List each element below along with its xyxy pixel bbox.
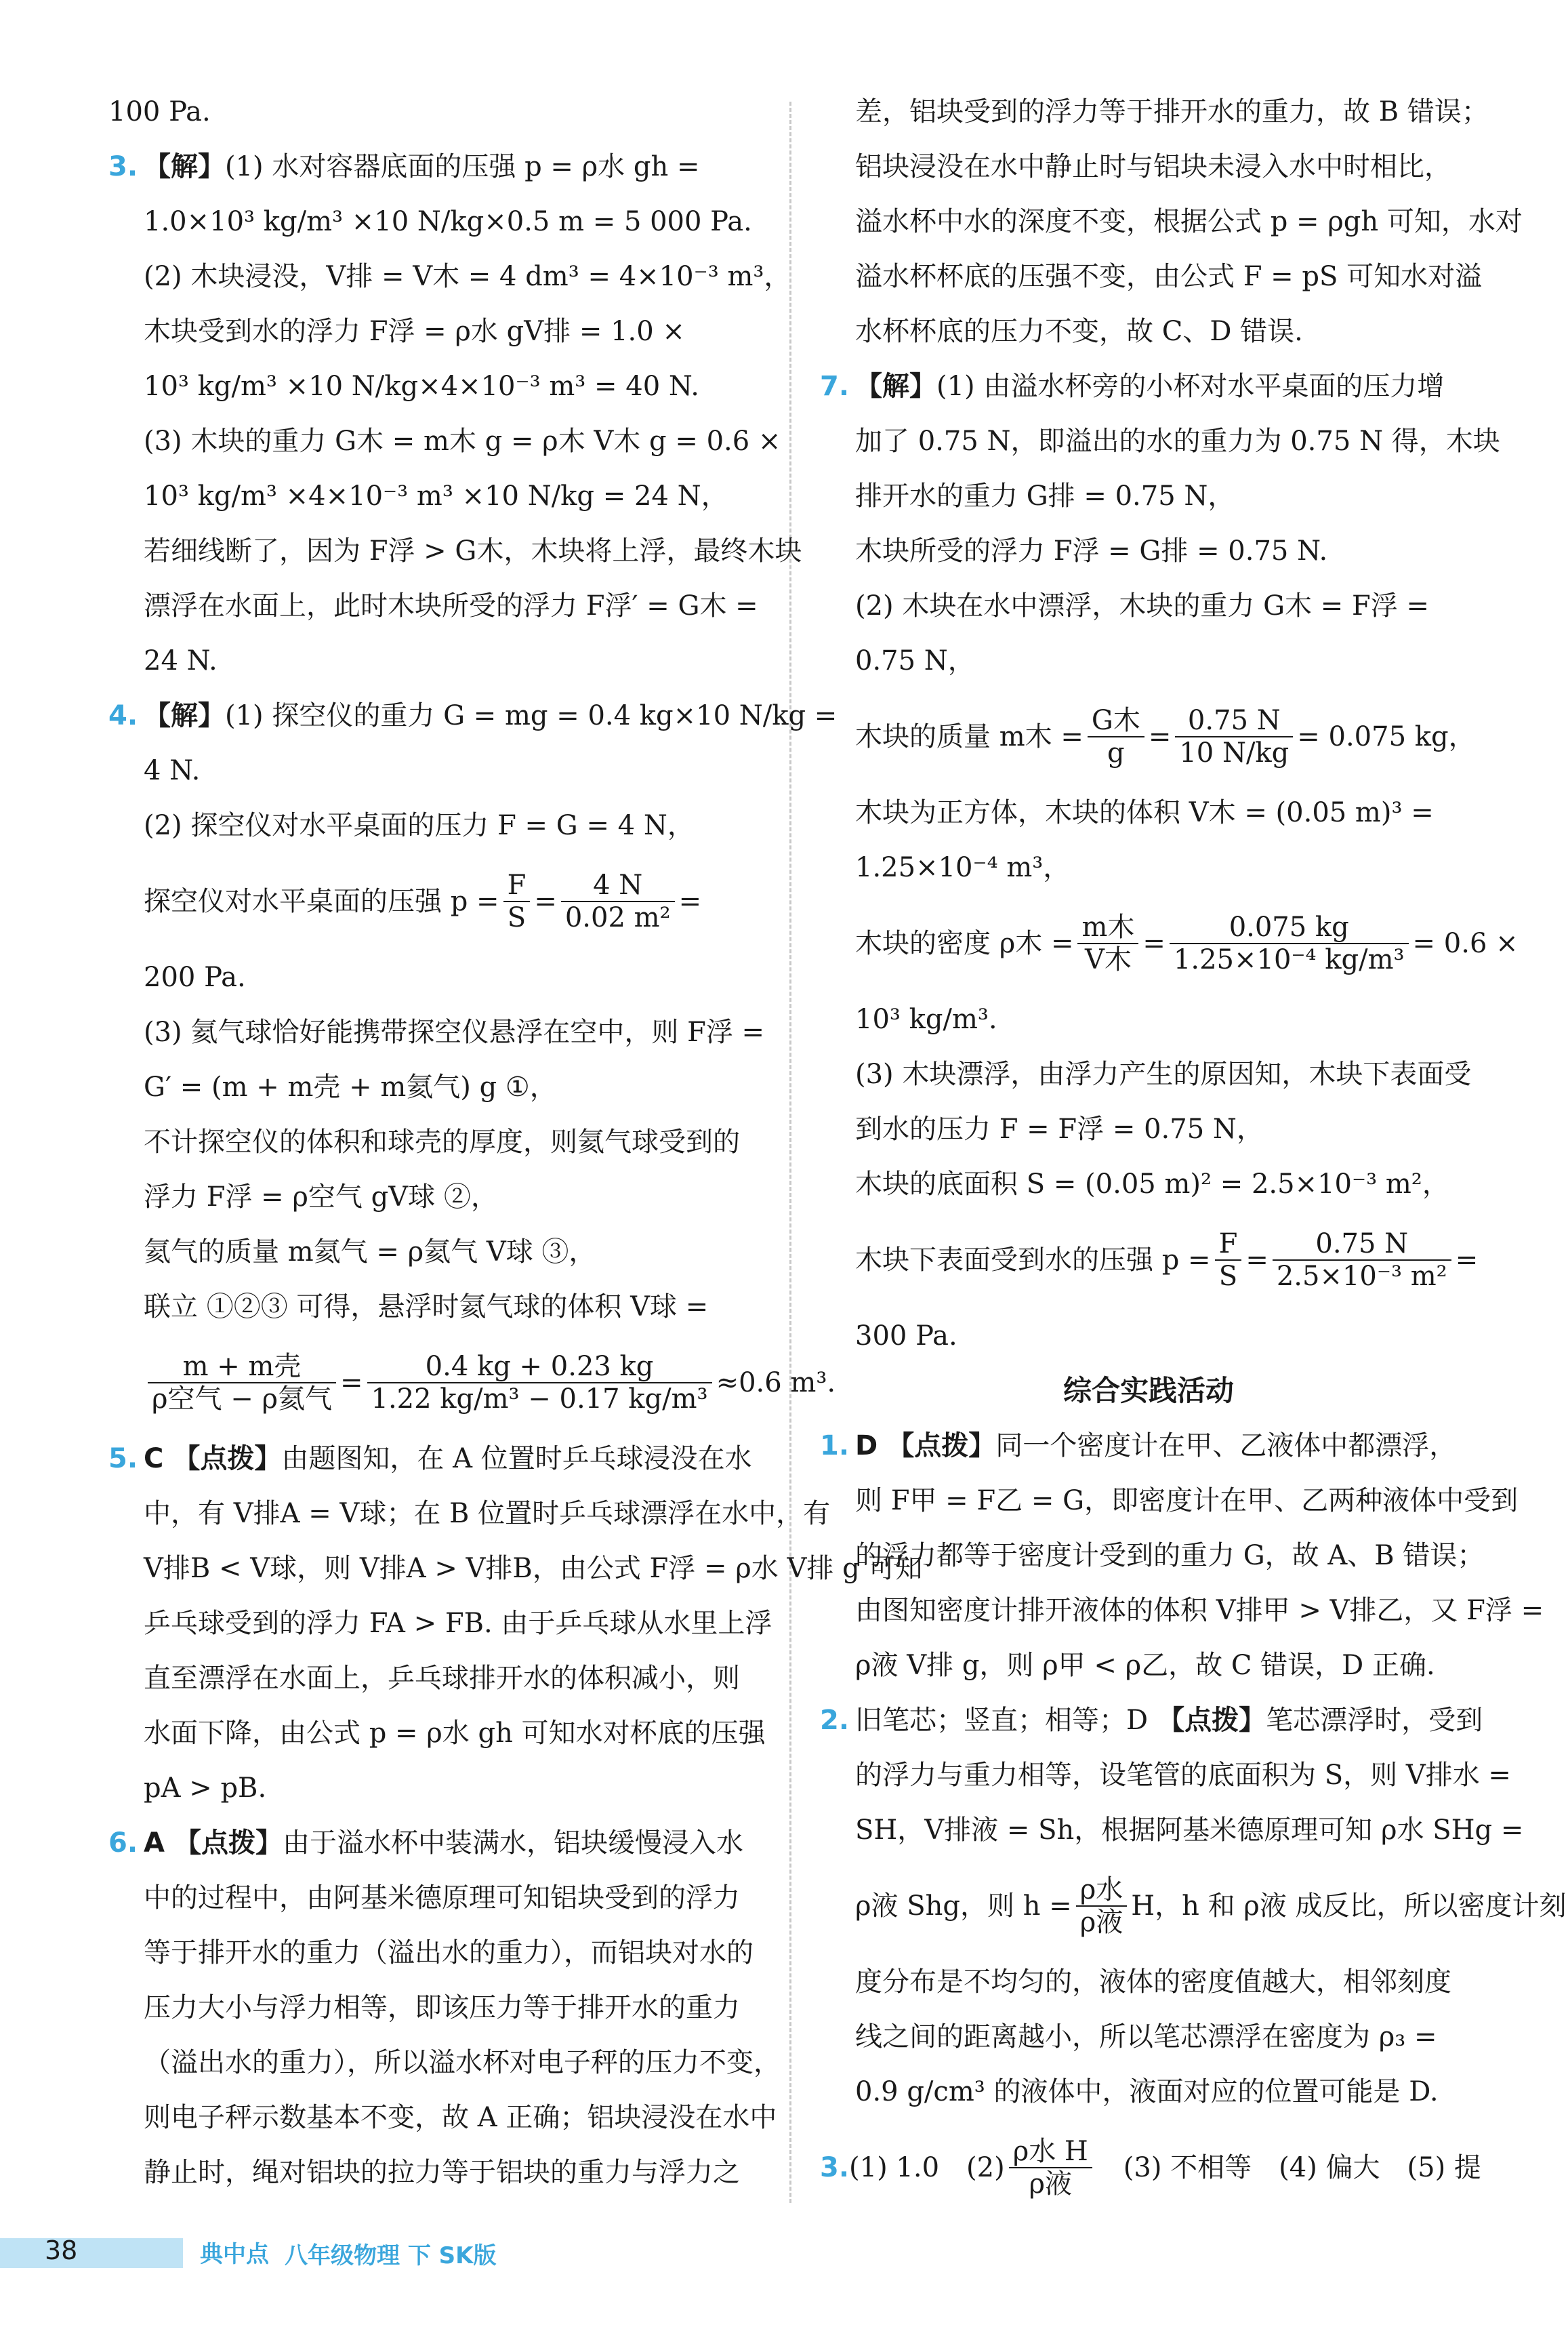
fraction [1076, 1874, 1128, 1938]
equals-sign: = [1245, 1244, 1268, 1276]
equals-sign: = [339, 1367, 363, 1398]
problem-4 [108, 699, 838, 1421]
problem-7 [820, 369, 1519, 1353]
fraction [1170, 912, 1409, 975]
numerator: m + m壳 [148, 1351, 336, 1383]
numerator: 0.4 kg + 0.23 kg [367, 1351, 712, 1383]
text-line: 同一个密度计在甲、乙液体中都漂浮， [995, 1430, 1457, 1461]
text-line: (1) 由溢水杯旁的小杯对水平桌面的压力增 [936, 371, 1445, 402]
denominator: g [1107, 737, 1125, 769]
text-line: 则 F甲 = F乙 = G，即密度计在甲、乙两种液体中受到 [855, 1485, 1519, 1516]
denominator: V木 [1084, 944, 1132, 975]
answer-text: (1) 1.0 (2) [849, 2152, 1005, 2183]
text-line: 10³ kg/m³ ×10 N/kg×4×10⁻³ m³ = 40 N. [144, 371, 700, 402]
equals-sign: = [1455, 1244, 1479, 1276]
equation-text: 探空仪对水平桌面的压强 p = [144, 886, 499, 917]
denominator: S [507, 902, 527, 933]
text-line: 100 Pa. [108, 96, 211, 127]
hint-tag: 【点拨】 [1157, 1705, 1266, 1736]
equals-sign: = [678, 886, 702, 917]
numerator: G木 [1088, 705, 1144, 737]
text-line: 若细线断了，因为 F浮 > G木，木块将上浮，最终木块 [144, 535, 802, 567]
text-line: V排B < V球，则 V排A > V排B，由公式 F浮 = ρ水 V排 g 可知 [144, 1553, 923, 1584]
text-line: ρ液 V排 g，则 ρ甲 < ρ乙，故 C 错误，D 正确. [855, 1650, 1435, 1681]
answer-text: 旧笔芯；竖直；相等；D [855, 1705, 1149, 1736]
right-column [820, 95, 1567, 2227]
text-line: 直至漂浮在水面上，乒乓球排开水的体积减小，则 [144, 1663, 740, 1694]
problem-number: 3. [820, 2152, 850, 2183]
text-line: 200 Pa. [144, 962, 246, 993]
fraction [1175, 705, 1293, 769]
fraction [1273, 1228, 1451, 1292]
equation-text: 木块的密度 ρ木 = [855, 928, 1074, 959]
text-line: 线之间的距离越小，所以笔芯漂浮在密度为 ρ₃ = [855, 2021, 1437, 2052]
text-line: 4 N. [144, 755, 201, 786]
text-line: 乒乓球受到的浮力 FA > FB. 由于乒乓球从水里上浮 [144, 1608, 772, 1639]
text-line: 铝块浸没在水中静止时与铝块未浸入水中时相比， [855, 151, 1451, 182]
footer-bar [0, 2238, 183, 2268]
text-line: 则电子秤示数基本不变，故 A 正确；铝块浸没在水中 [144, 2102, 777, 2133]
text-line: 0.9 g/cm³ 的液体中，液面对应的位置可能是 D. [855, 2076, 1439, 2107]
numerator: m木 [1077, 912, 1138, 944]
question-2 [820, 1703, 1567, 2109]
equation-line [108, 1345, 836, 1421]
answer-letter: A [144, 1827, 165, 1859]
equation-text: ≈0.6 m³. [716, 1367, 836, 1398]
text-line: 0.75 N， [855, 645, 975, 676]
denominator: ρ液 [1079, 1907, 1123, 1938]
problem-number: 2. [820, 1705, 850, 1736]
text-line: 木块的底面积 S = (0.05 m)² = 2.5×10⁻³ m²， [855, 1169, 1449, 1200]
text-line: 水面下降，由公式 p = ρ水 gh 可知水对杯底的压强 [144, 1718, 766, 1749]
text-line: 中的过程中，由阿基米德原理可知铝块受到的浮力 [144, 1882, 740, 1913]
problem-number: 3. [108, 151, 138, 182]
text-line: (3) 木块漂浮，由浮力产生的原因知，木块下表面受 [855, 1059, 1472, 1090]
text-line: SH，V排液 = Sh，根据阿基米德原理可知 ρ水 SHg = [855, 1815, 1524, 1846]
text-line: 中，有 V排A = V球；在 B 位置时乒乓球漂浮在水中，有 [144, 1498, 831, 1529]
answer-text: (3) 不相等 (4) 偏大 (5) 提 [1096, 2152, 1481, 2183]
answer-letter: C [144, 1443, 164, 1474]
page-number: 38 [45, 2235, 78, 2265]
denominator: 1.25×10⁻⁴ kg/m³ [1173, 944, 1405, 975]
text-line: (3) 氦气球恰好能携带探空仪悬浮在空中，则 F浮 = [144, 1017, 765, 1048]
text-line: 不计探空仪的体积和球壳的厚度，则氦气球受到的 [144, 1127, 740, 1158]
equals-sign: = [1142, 928, 1165, 959]
hint-tag: 【点拨】 [173, 1443, 282, 1474]
question-1 [820, 1429, 1544, 1682]
denominator: 0.02 m² [564, 902, 671, 933]
fraction [561, 870, 675, 933]
text-line: 加了 0.75 N，即溢出的水的重力为 0.75 N 得，木块 [855, 426, 1500, 457]
numerator: ρ水 [1076, 1874, 1128, 1907]
equation-text: 木块的质量 m木 = [855, 721, 1084, 752]
fraction [1215, 1228, 1242, 1292]
text-line: 10³ kg/m³ ×4×10⁻³ m³ ×10 N/kg = 24 N， [144, 481, 728, 512]
answer-letter: D [855, 1430, 878, 1461]
numerator: F [503, 870, 531, 902]
equation-line [820, 699, 1477, 775]
solution-tag: 【解】 [144, 151, 225, 182]
denominator: 2.5×10⁻³ m² [1276, 1261, 1447, 1292]
text-line: 联立 ①②③ 可得，悬浮时氦气球的体积 V球 = [144, 1291, 709, 1322]
numerator: 0.075 kg [1170, 912, 1409, 944]
text-line: 等于排开水的重力（溢出水的重力），而铝块对水的 [144, 1937, 754, 1968]
text-line: 的浮力都等于密度计受到的重力 G，故 A、B 错误； [855, 1540, 1485, 1571]
text-line: 静止时，绳对铝块的拉力等于铝块的重力与浮力之 [144, 2157, 740, 2188]
equals-sign: = [534, 886, 557, 917]
fraction [148, 1351, 336, 1415]
denominator: 1.22 kg/m³ − 0.17 kg/m³ [371, 1383, 708, 1415]
fraction [1077, 912, 1138, 975]
equation-text: 木块下表面受到水的压强 p = [855, 1244, 1211, 1276]
equation-text: ρ液 Shg，则 h = [855, 1890, 1072, 1922]
problem-number: 5. [108, 1443, 138, 1474]
equals-sign: = [1148, 721, 1172, 752]
text-line: (3) 木块的重力 G木 = m木 g = ρ木 V木 g = 0.6 × [144, 426, 781, 457]
text-line: 由于溢水杯中装满水，铝块缓慢浸入水 [282, 1827, 743, 1859]
problem-number: 4. [108, 700, 138, 731]
text-line: 笔芯漂浮时，受到 [1266, 1705, 1483, 1736]
problem-3 [108, 150, 802, 678]
text-line: (2) 木块在水中漂浮，木块的重力 G木 = F浮 = [855, 590, 1429, 622]
section-title: 综合实践活动 [1062, 1374, 1234, 1407]
text-line: 到水的压力 F = F浮 = 0.75 N， [855, 1114, 1264, 1145]
text-line: 24 N. [144, 645, 218, 676]
text-line: 差，铝块受到的浮力等于排开水的重力，故 B 错误； [855, 96, 1489, 127]
equation-line [820, 906, 1519, 981]
text-line: 10³ kg/m³. [855, 1004, 997, 1035]
page-footer [0, 2230, 678, 2271]
solution-tag: 【解】 [144, 700, 225, 731]
denominator: S [1218, 1261, 1238, 1292]
text-line: 氦气的质量 m氦气 = ρ氦气 V球 ③， [144, 1236, 596, 1268]
text-line: （溢出水的重力），所以溢水杯对电子秤的压力不变， [144, 2047, 781, 2078]
equation-line [820, 1868, 1567, 1944]
book-title: 八年级物理 下 SK版 [285, 2242, 497, 2269]
text-line: 溢水杯中水的深度不变，根据公式 p = ρgh 可知，水对 [855, 206, 1523, 237]
numerator: ρ水 H [1009, 2136, 1092, 2168]
problem-number: 7. [820, 371, 850, 402]
text-line: 溢水杯杯底的压强不变，由公式 F = pS 可知水对溢 [855, 261, 1483, 292]
text-line: (1) 水对容器底面的压强 p = ρ水 gh = [225, 151, 700, 182]
equation-text: H，h 和 ρ液 成反比，所以密度计刻 [1131, 1890, 1567, 1922]
fraction [503, 870, 531, 933]
text-line: 浮力 F浮 = ρ空气 gV球 ②， [144, 1181, 498, 1213]
text-line: G′ = (m + m壳 + m氦气) g ①， [144, 1072, 557, 1103]
fraction [1009, 2136, 1092, 2200]
text-line: 水杯杯底的压力不变，故 C、D 错误. [855, 316, 1303, 347]
brand-logo: 典中点 [200, 2241, 269, 2268]
numerator: 0.75 N [1175, 705, 1293, 737]
problem-5 [108, 1442, 923, 1805]
text-line: 度分布是不均匀的，液体的密度值越大，相邻刻度 [855, 1966, 1451, 1998]
problem-number: 1. [820, 1430, 850, 1461]
text-line: (2) 探空仪对水平桌面的压力 F = G = 4 N， [144, 810, 695, 841]
text-line: 300 Pa. [855, 1320, 957, 1352]
fraction [367, 1351, 712, 1415]
numerator: 4 N [561, 870, 675, 902]
text-line: 木块受到水的浮力 F浮 = ρ水 gV排 = 1.0 × [144, 316, 685, 347]
text-line: (1) 探空仪的重力 G = mg = 0.4 kg×10 N/kg = [225, 700, 838, 731]
column-divider [789, 102, 791, 2203]
question-3 [820, 2130, 1481, 2206]
text-line: 的浮力与重力相等，设笔管的底面积为 S，则 V排水 = [855, 1760, 1511, 1791]
problem-number: 6. [108, 1827, 138, 1859]
text-line: 木块所受的浮力 F浮 = G排 = 0.75 N. [855, 535, 1328, 567]
numerator: F [1215, 1228, 1242, 1261]
equation-text: = 0.6 × [1412, 928, 1519, 959]
problem-6 [108, 1826, 781, 2189]
solution-tag: 【解】 [855, 371, 936, 402]
hint-tag: 【点拨】 [173, 1827, 283, 1859]
fraction [1088, 705, 1144, 769]
text-line: 由图知密度计排开液体的体积 V排甲 > V排乙，又 F浮 = [855, 1595, 1544, 1626]
numerator: 0.75 N [1273, 1228, 1451, 1261]
text-line: 1.25×10⁻⁴ m³， [855, 852, 1071, 883]
denominator: 10 N/kg [1179, 737, 1290, 769]
hint-tag: 【点拨】 [887, 1430, 996, 1461]
text-line: 木块为正方体，木块的体积 V木 = (0.05 m)³ = [855, 797, 1434, 828]
text-line: 排开水的重力 G排 = 0.75 N， [855, 481, 1235, 512]
denominator: ρ液 [1029, 2168, 1072, 2200]
equation-line [108, 864, 759, 939]
equation-text: = 0.075 kg， [1297, 721, 1476, 752]
text-line: 1.0×10³ kg/m³ ×10 N/kg×0.5 m = 5 000 Pa. [144, 206, 752, 237]
text-line: (2) 木块浸没，V排 = V木 = 4 dm³ = 4×10⁻³ m³， [144, 261, 791, 292]
text-line: pA > pB. [144, 1773, 267, 1804]
equation-line [820, 1222, 1477, 1298]
denominator: ρ空气 − ρ氦气 [152, 1383, 332, 1415]
text-line: 漂浮在水面上，此时木块所受的浮力 F浮′ = G木 = [144, 590, 758, 622]
text-line: 压力大小与浮力相等，即该压力等于排开水的重力 [144, 1992, 740, 2023]
text-line: 由题图知，在 A 位置时乒乓球浸没在水 [281, 1443, 752, 1474]
